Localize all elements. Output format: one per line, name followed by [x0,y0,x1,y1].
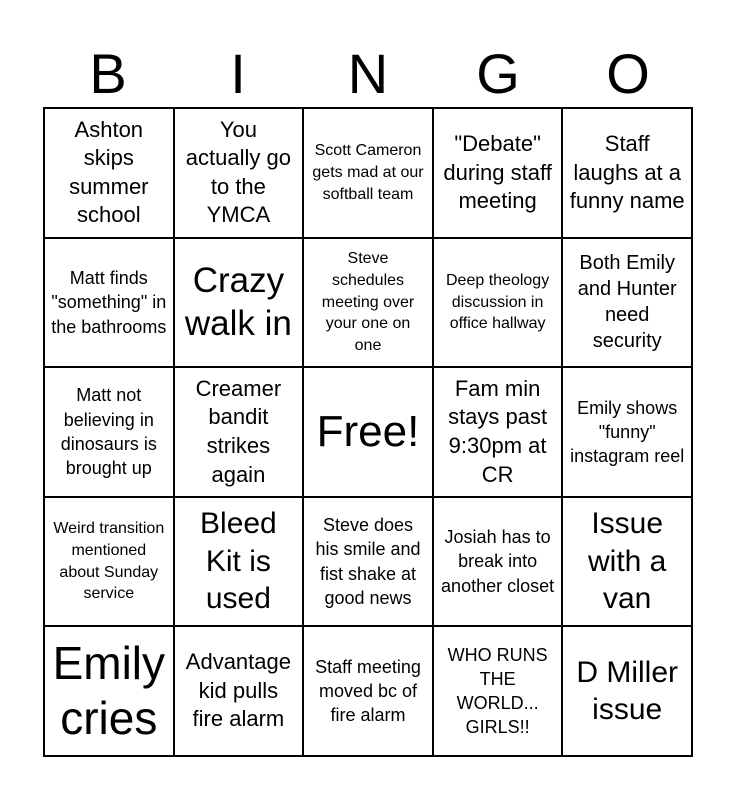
bingo-cell-text: WHO RUNS THE WORLD... GIRLS!! [447,644,548,738]
bingo-cell[interactable] [44,108,174,238]
bingo-cell[interactable] [174,626,304,756]
header-letter-b: B [89,42,127,105]
header-letter-i: I [230,42,246,105]
header-letter-n: N [347,42,389,105]
bingo-cell-text: Steve schedules meeting over your one on one [321,250,415,354]
bingo-cell[interactable] [44,238,174,368]
bingo-cell[interactable] [433,238,563,368]
bingo-cell[interactable] [433,108,563,238]
bingo-cell-text: Staff meeting moved bc of fire alarm [315,656,421,726]
free-space[interactable] [303,367,433,497]
bingo-cell-text: Matt not believing in dinosaurs is brought up [60,385,157,479]
bingo-cell[interactable] [174,108,304,238]
bingo-cell[interactable] [174,497,304,627]
bingo-cell[interactable] [562,497,692,627]
bingo-cell-text: Fam min stays past 9:30pm at CR [448,375,548,487]
bingo-cell[interactable] [433,497,563,627]
bingo-cell-text: Deep theology discussion in office hallway [446,272,550,333]
bingo-header [43,40,693,108]
bingo-cell[interactable] [303,626,433,756]
bingo-cell[interactable] [174,367,304,497]
bingo-board [43,107,693,757]
bingo-cell[interactable] [303,238,433,368]
header-letter-g: G [476,42,520,105]
bingo-cell[interactable] [433,626,563,756]
bingo-cell[interactable] [303,497,433,627]
bingo-cell[interactable] [44,367,174,497]
bingo-cell-text: D Miller issue [576,655,679,727]
bingo-cell-text: Matt finds "something" in the bathrooms [51,267,167,337]
bingo-cell[interactable] [562,367,692,497]
bingo-cell[interactable] [44,626,174,756]
header-letter-o: O [606,42,650,105]
bingo-cell-text: Emily cries [52,637,166,745]
bingo-cell-text: Josiah has to break into another closet [441,527,555,596]
bingo-cell-text: Scott Cameron gets mad at our softball team [312,142,424,203]
bingo-cell[interactable] [562,108,692,238]
bingo-cell-text: Crazy walk in [184,260,292,344]
bingo-cell-text: Staff laughs at a funny name [569,130,685,214]
bingo-cell[interactable] [562,238,692,368]
bingo-cell-text: Ashton skips summer school [69,116,149,228]
bingo-cell-text: Steve does his smile and fist shake at good news [315,515,421,608]
bingo-cell[interactable] [562,626,692,756]
bingo-cell-text: Weird transition mentioned about Sunday service [53,520,165,603]
bingo-cell-text: Issue with a van [588,507,667,616]
bingo-cell[interactable] [303,108,433,238]
bingo-cell-text: Advantage kid pulls fire alarm [185,649,291,732]
bingo-cell[interactable] [174,238,304,368]
bingo-cell-text: Emily shows "funny" instagram reel [570,397,685,467]
bingo-cell-text: "Debate" during staff meeting [443,130,552,214]
bingo-cell-text: Bleed Kit is used [200,507,277,616]
bingo-cell-text: You actually go to the YMCA [185,116,291,228]
bingo-cell-text: Creamer bandit strikes again [195,375,282,487]
bingo-cell[interactable] [44,497,174,627]
bingo-cell-text: Both Emily and Hunter need security [577,252,677,353]
bingo-cell[interactable] [433,367,563,497]
free-space-text: Free! [316,407,420,457]
